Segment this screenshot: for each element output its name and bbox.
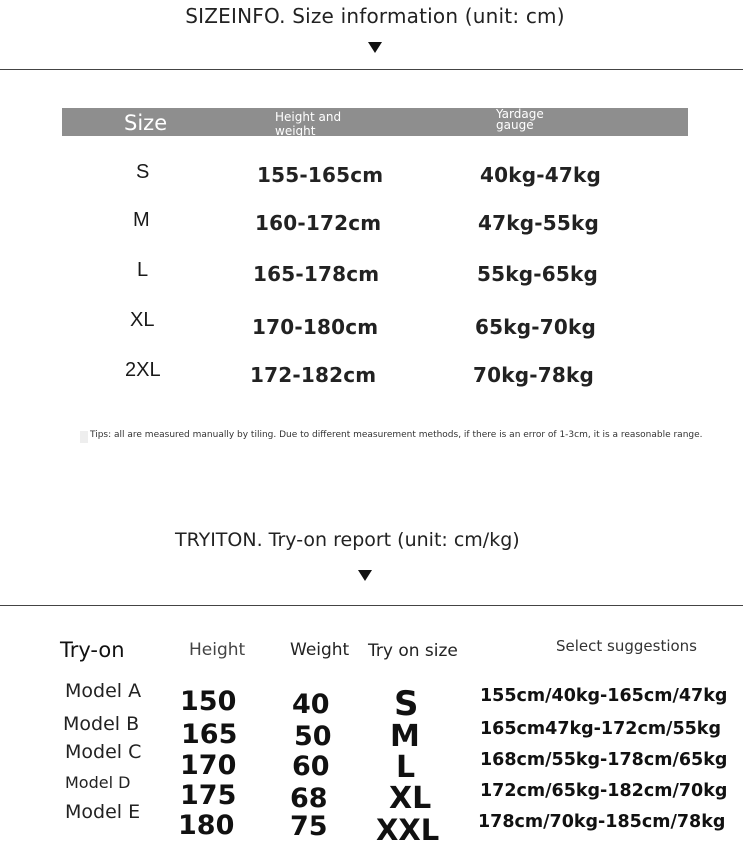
model-name: Model D bbox=[65, 773, 131, 792]
tips-text: Tips: all are measured manually by tiling. Due to different measurement methods, if there is an error of 1-3cm, it is a reasonable range. bbox=[90, 430, 703, 440]
header-suggestions: Select suggestions bbox=[556, 637, 697, 655]
header-height-weight: Height and weight bbox=[275, 110, 342, 138]
size-cell: M bbox=[133, 209, 150, 231]
weight-cell: 55kg-65kg bbox=[477, 262, 598, 286]
model-suggestion: 172cm/65kg-182cm/70kg bbox=[480, 781, 728, 801]
model-suggestion: 165cm47kg-172cm/55kg bbox=[480, 719, 721, 739]
model-weight: 68 bbox=[290, 783, 328, 814]
size-cell: XL bbox=[130, 309, 155, 331]
model-height: 150 bbox=[180, 686, 237, 717]
model-name: Model B bbox=[63, 713, 140, 735]
weight-cell: 47kg-55kg bbox=[478, 211, 599, 235]
weight-cell: 40kg-47kg bbox=[480, 163, 601, 187]
model-size: XXL bbox=[376, 813, 440, 847]
height-cell: 172-182cm bbox=[250, 363, 377, 387]
size-cell: L bbox=[137, 259, 149, 281]
down-arrow-icon bbox=[358, 570, 372, 581]
model-size: XL bbox=[389, 781, 432, 816]
size-cell: S bbox=[136, 161, 150, 183]
header-try-on: Try-on bbox=[60, 638, 125, 662]
model-height: 175 bbox=[180, 780, 237, 811]
model-height: 165 bbox=[181, 719, 238, 750]
divider bbox=[0, 605, 743, 606]
model-name: Model A bbox=[65, 680, 142, 702]
model-weight: 50 bbox=[294, 721, 332, 752]
size-cell: 2XL bbox=[125, 359, 161, 381]
weight-cell: 65kg-70kg bbox=[475, 315, 596, 339]
header-height: Height bbox=[189, 640, 246, 660]
weight-cell: 70kg-78kg bbox=[473, 363, 594, 387]
model-suggestion: 168cm/55kg-178cm/65kg bbox=[480, 750, 728, 770]
height-cell: 165-178cm bbox=[253, 262, 380, 286]
size-info-title: SIZEINFO. Size information (unit: cm) bbox=[185, 4, 565, 28]
model-weight: 75 bbox=[290, 811, 328, 842]
model-name: Model E bbox=[65, 801, 141, 823]
model-name: Model C bbox=[65, 741, 142, 763]
size-table-header bbox=[62, 108, 688, 136]
model-weight: 60 bbox=[292, 751, 330, 782]
header-weight: Weight bbox=[290, 640, 350, 660]
tips-marker bbox=[80, 431, 88, 443]
model-size: M bbox=[390, 719, 420, 754]
model-height: 170 bbox=[180, 750, 237, 781]
model-suggestion: 178cm/70kg-185cm/78kg bbox=[478, 812, 726, 832]
down-arrow-icon bbox=[368, 42, 382, 53]
height-cell: 170-180cm bbox=[252, 315, 379, 339]
model-size: L bbox=[396, 750, 416, 785]
try-on-title: TRYITON. Try-on report (unit: cm/kg) bbox=[175, 529, 520, 551]
model-weight: 40 bbox=[292, 689, 330, 720]
header-size: Size bbox=[124, 111, 168, 135]
height-cell: 160-172cm bbox=[255, 211, 382, 235]
divider bbox=[0, 69, 743, 70]
height-cell: 155-165cm bbox=[257, 163, 384, 187]
model-size: S bbox=[394, 684, 419, 724]
header-yardage: Yardage gauge bbox=[496, 107, 544, 132]
model-height: 180 bbox=[178, 810, 235, 841]
header-try-on-size: Try on size bbox=[368, 641, 458, 661]
model-suggestion: 155cm/40kg-165cm/47kg bbox=[480, 686, 728, 706]
